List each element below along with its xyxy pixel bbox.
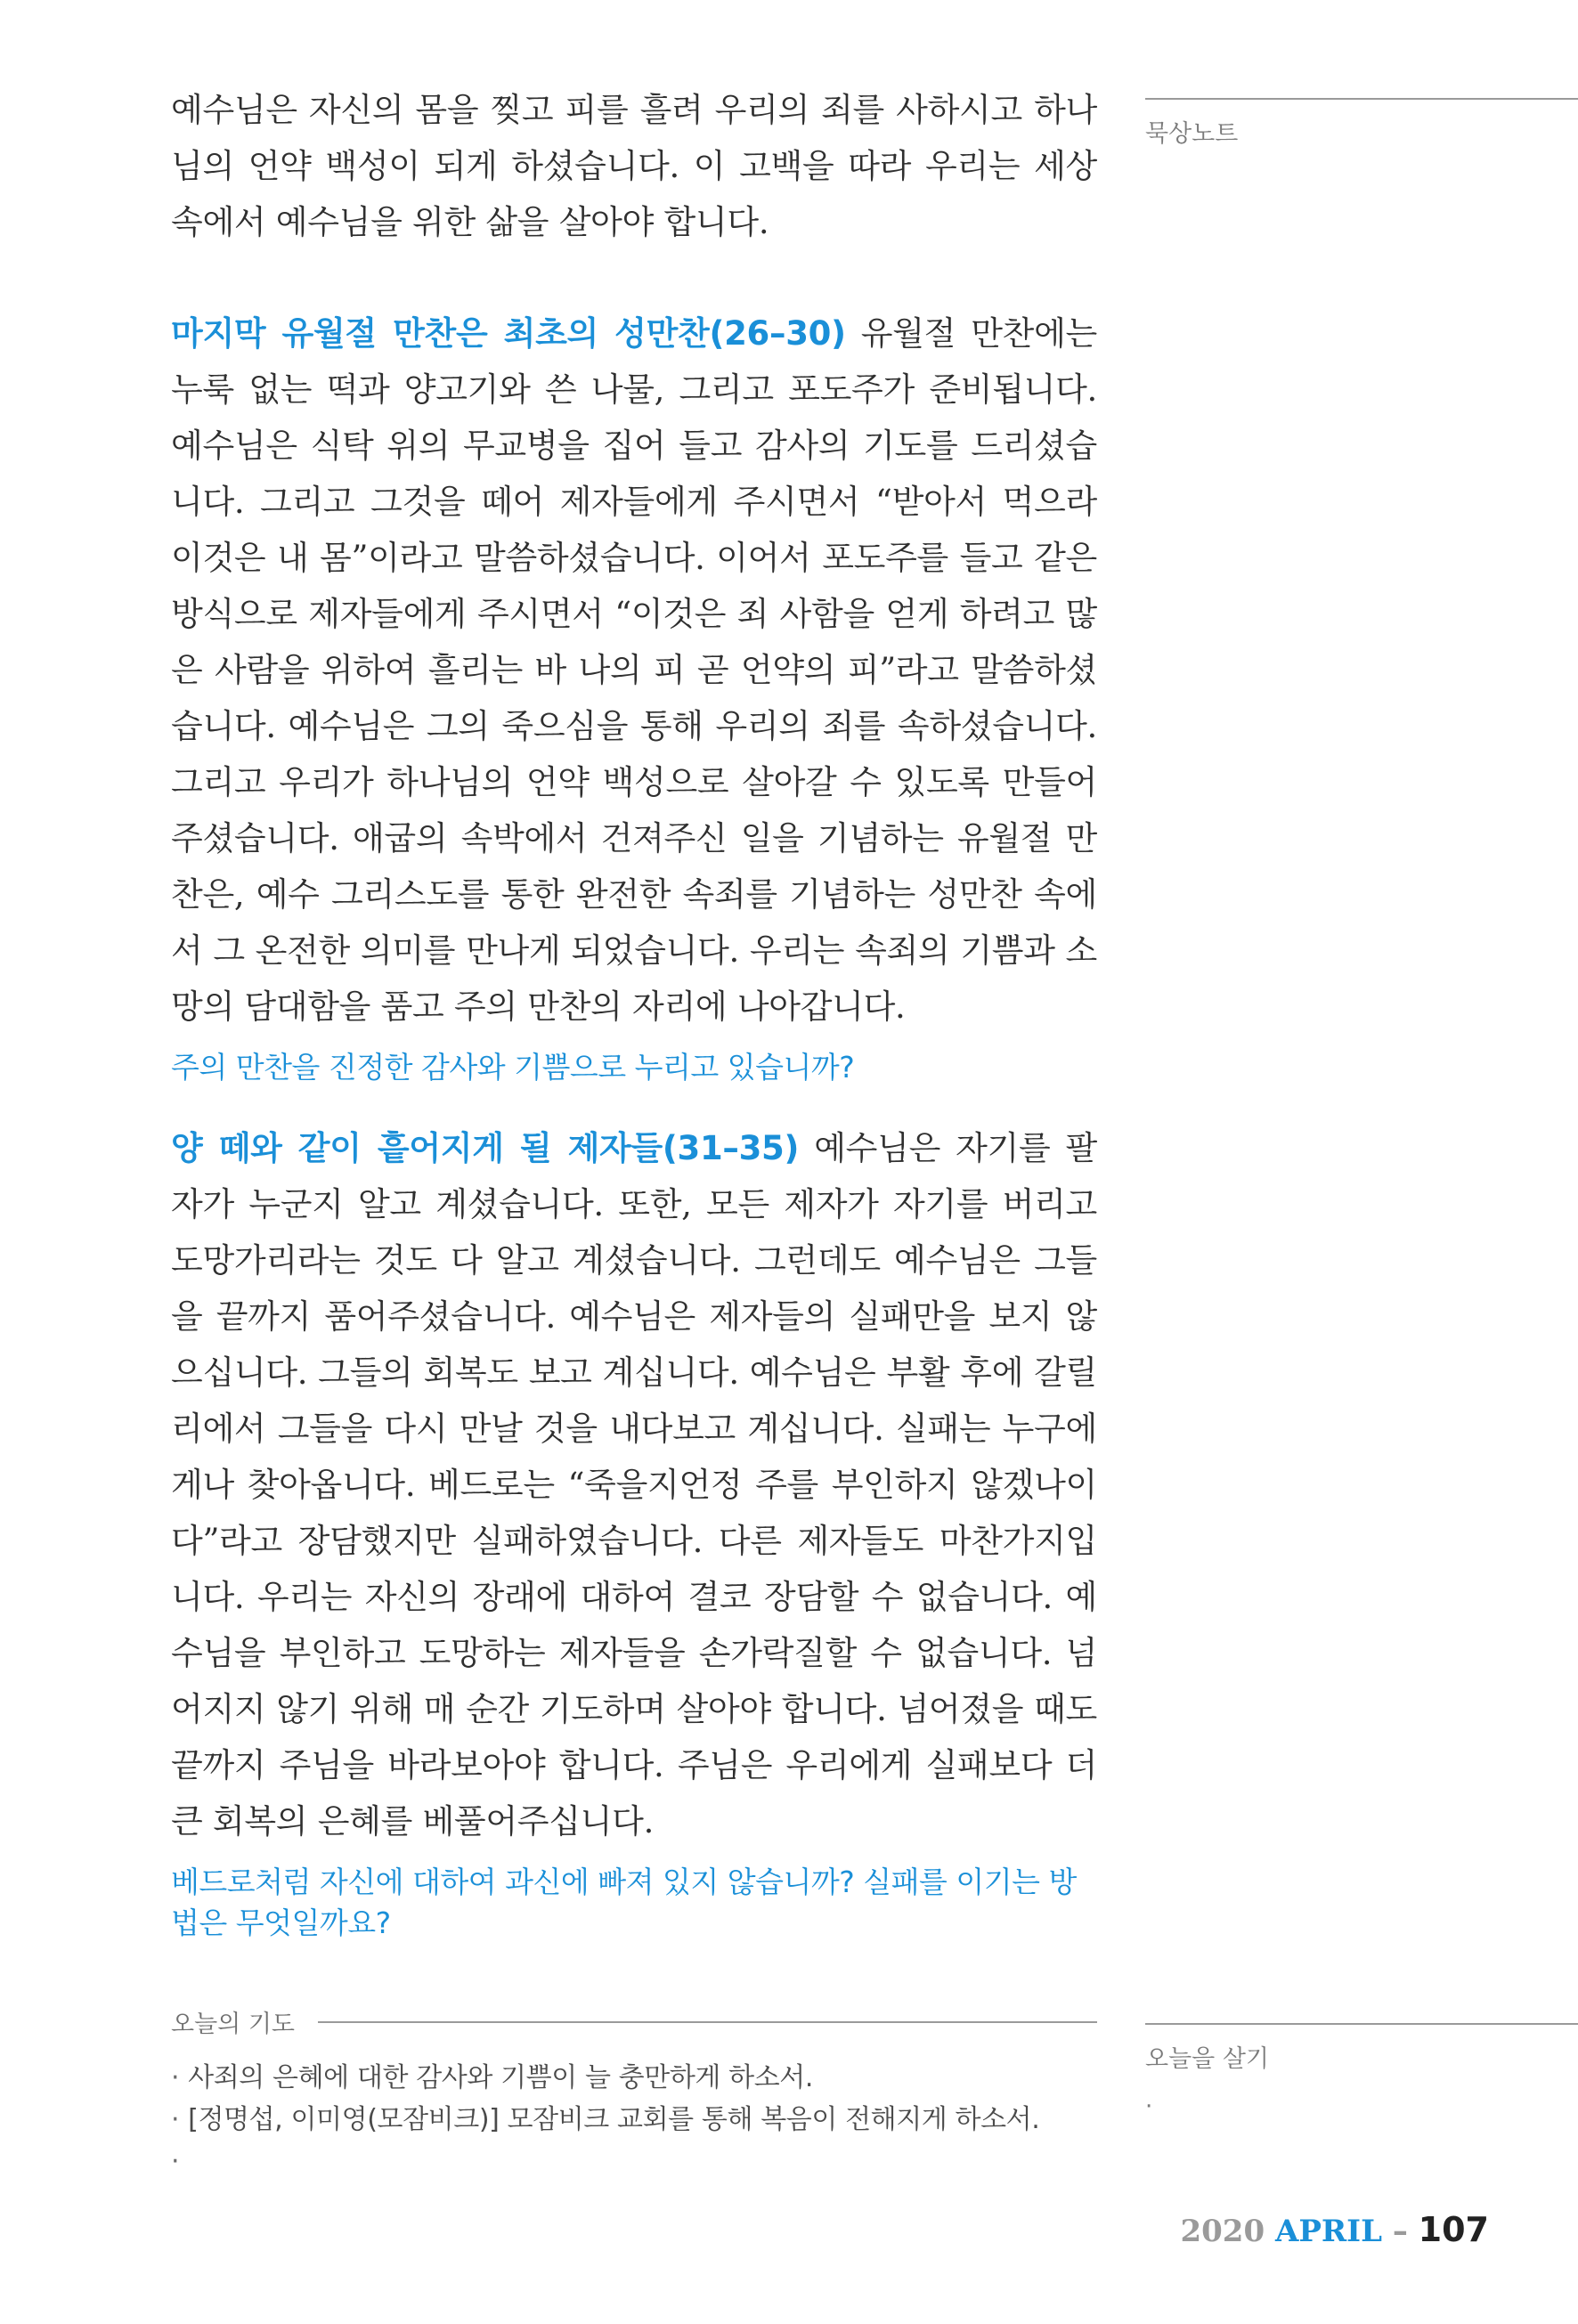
section1-body: 유월절 만찬에는 누룩 없는 떡과 양고기와 쓴 나물, 그리고 포도주가 준비됩니다. 예수님은 식탁 위의 무교병을 집어 들고 감사의 기도를 드리셨습니다. 그리고 그것을 떼어 제자들에게 주시면서 “받아서 먹으라 이것은 내 몸”이라고 말씀하셨습니다. 이어서 포도주를 들고 같은 방식으로 제자들에게 주시면서 “이것은 죄 사함을 얻게 하려고 많은 사람을 위하여 흘리는 바 나의 피 곧 언약의 피”라고 말씀하셨습니다. 예수님은 그의 죽으심을 통해 우리의 죄를 속하셨습니다. 그리고 우리가 하나님의 언약 백성으로 살아갈 수 있도록 만들어주셨습니다. 애굽의 속박에서 건져주신 일을 기념하는 유월절 만찬은, 예수 그리스도를 통한 완전한 속죄를 기념하는 성만찬 속에서 그 온전한 의미를 만나게 되었습니다. 우리는 속죄의 기쁨과 소망의 담대함을 품고 주의 만찬의 자리에 나아갑니다. bbox=[171, 314, 1097, 1026]
prayer-divider bbox=[318, 2021, 1097, 2023]
today-living-bullet: · bbox=[1145, 2093, 1153, 2120]
intro-paragraph: 예수님은 자신의 몸을 찢고 피를 흘려 우리의 죄를 사하시고 하나님의 언약 백성이 되게 하셨습니다. 이 고백을 따라 우리는 세상 속에서 예수님을 위한 삶을 살아야 합니다. bbox=[171, 91, 1097, 241]
sidebar-top-rule bbox=[1145, 98, 1578, 100]
prayer-item: · 사죄의 은혜에 대한 감사와 기쁨이 늘 충만하게 하소서. bbox=[171, 2062, 813, 2093]
today-living-label: 오늘을 살기 bbox=[1145, 2045, 1269, 2073]
sidebar-bottom-rule bbox=[1145, 2023, 1578, 2025]
footer-month: APRIL bbox=[1274, 2214, 1382, 2249]
prayer-item bbox=[171, 2141, 1097, 2182]
prayer-header bbox=[171, 2004, 1097, 2039]
footer-separator: – bbox=[1392, 2214, 1408, 2249]
bullet-dot: · bbox=[171, 2062, 180, 2093]
footer-year: 2020 bbox=[1180, 2214, 1265, 2249]
meditation-note-label: 묵상노트 bbox=[1145, 120, 1239, 148]
section2-body: 예수님은 자기를 팔 자가 누군지 알고 계셨습니다. 또한, 모든 제자가 자기를 버리고 도망가리라는 것도 다 알고 계셨습니다. 그런데도 예수님은 그들을 끝까지 품어주셨습니다. 예수님은 제자들의 실패만을 보지 않으십니다. 그들의 회복도 보고 계십니다. 예수님은 부활 후에 갈릴리에서 그들을 다시 만날 것을 내다보고 계십니다. 실패는 누구에게나 찾아옵니다. 베드로는 “죽을지언정 주를 부인하지 않겠나이다”라고 장담했지만 실패하였습니다. 다른 제자들도 마찬가지입니다. 우리는 자신의 장래에 대하여 결코 장담할 수 없습니다. 예수님을 부인하고 도망하는 제자들을 손가락질할 수 없습니다. 넘어지지 않기 위해 매 순간 기도하며 살아야 합니다. 넘어졌을 때도 끝까지 주님을 바라보아야 합니다. 주님은 우리에게 실패보다 더 큰 회복의 은혜를 베풀어주십니다. bbox=[171, 1129, 1098, 1841]
section2-question: 베드로처럼 자신에 대하여 과신에 빠져 있지 않습니까? 실패를 이기는 방법은 무엇일까요? bbox=[171, 1865, 1077, 1940]
prayer-item: · [정명섭, 이미영(모잠비크)] 모잠비크 교회를 통해 복음이 전해지게 하소서. bbox=[171, 2104, 1040, 2135]
bullet-dot: · bbox=[171, 2104, 180, 2135]
prayer-title: 오늘의 기도 bbox=[171, 2011, 295, 2038]
section1-question: 주의 만찬을 진정한 감사와 기쁨으로 누리고 있습니까? bbox=[171, 1050, 855, 1085]
meditation-note-sidebar bbox=[1145, 98, 1578, 149]
section2-heading: 양 떼와 같이 흩어지게 될 제자들(31–35) bbox=[171, 1129, 800, 1167]
page-footer bbox=[1180, 2210, 1489, 2249]
main-column bbox=[171, 82, 1097, 1944]
section2-paragraph bbox=[171, 1120, 1097, 1849]
today-living-sidebar bbox=[1145, 2023, 1578, 2120]
section1-paragraph bbox=[171, 305, 1097, 1035]
page-number: 107 bbox=[1418, 2210, 1489, 2249]
bullet-dot: · bbox=[171, 2146, 180, 2177]
prayer-list bbox=[171, 2057, 1097, 2182]
section1-heading: 마지막 유월절 만찬은 최초의 성만찬(26–30) bbox=[171, 314, 846, 353]
prayer-section bbox=[171, 2004, 1097, 2182]
